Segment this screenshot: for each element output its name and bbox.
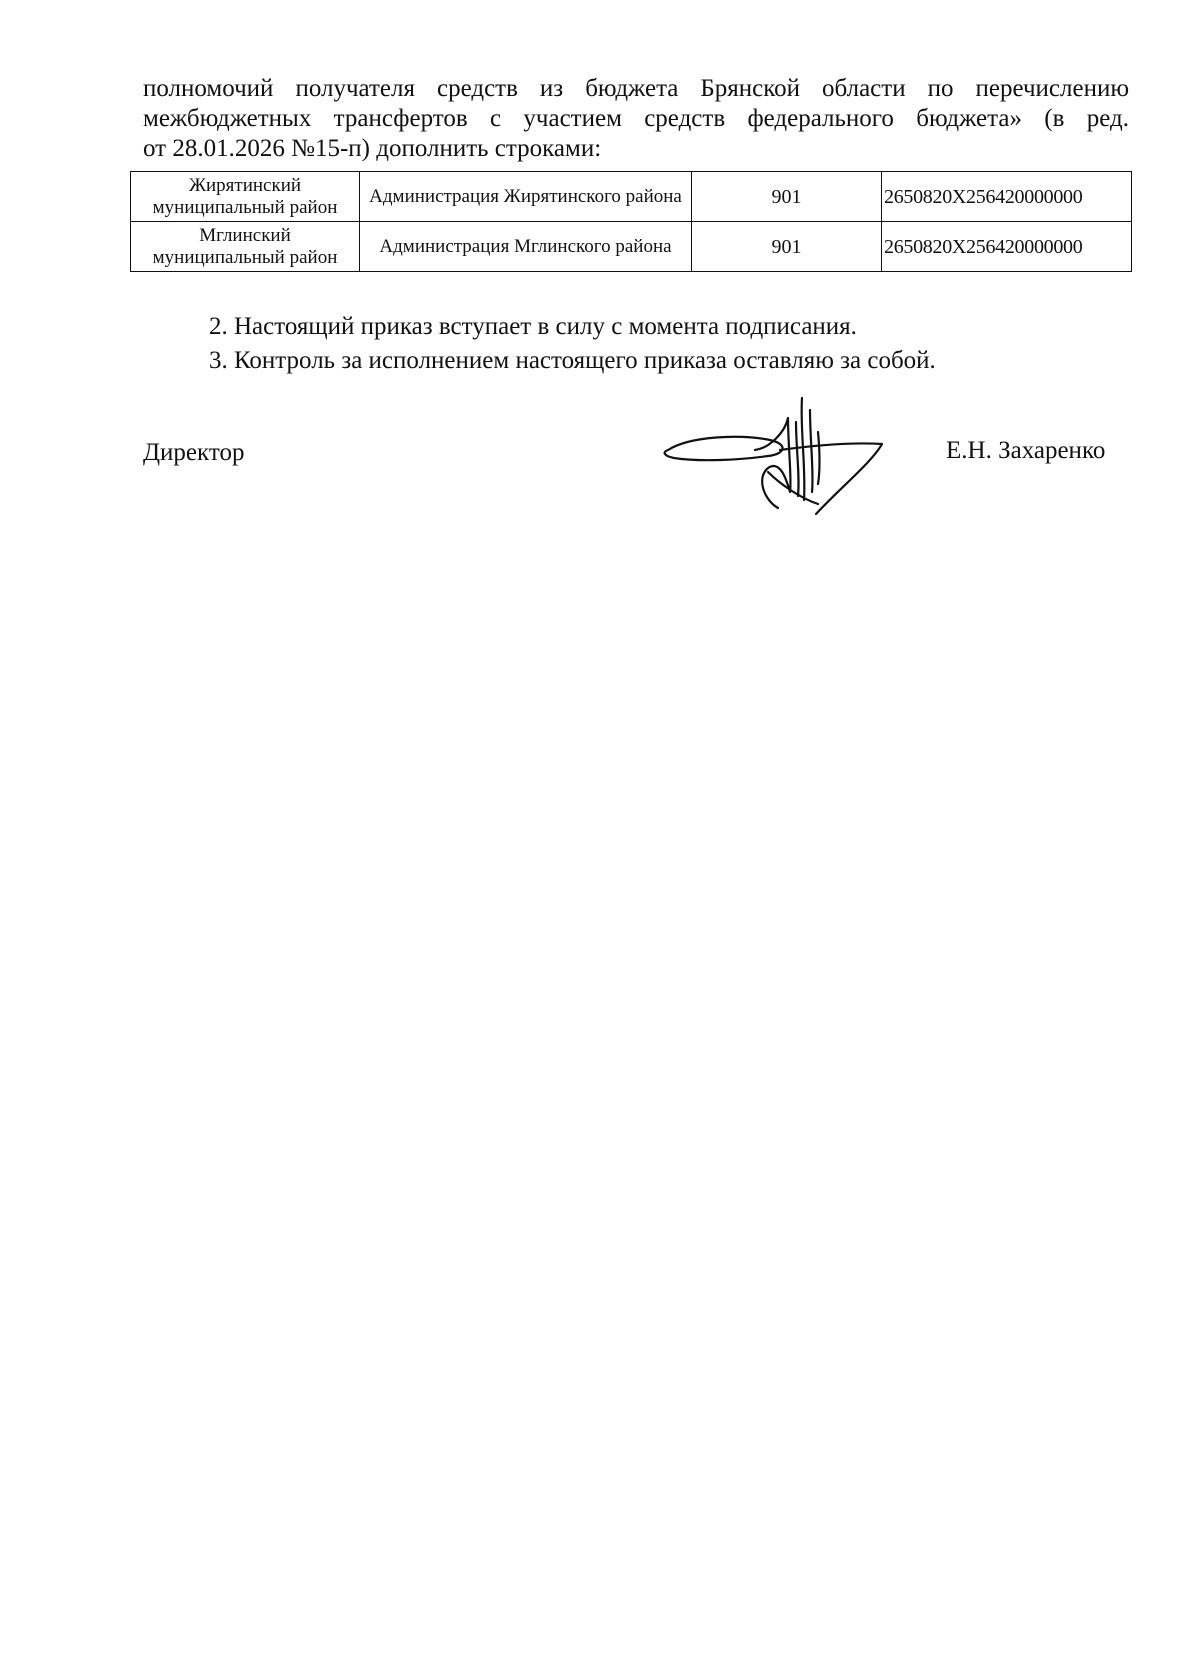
table-row	[131, 222, 1132, 272]
account-cell: 2650820Х256420000000	[882, 222, 1132, 272]
district-cell: Мглинский муниципальный район	[131, 222, 360, 272]
district-cell: Жирятинский муниципальный район	[131, 172, 360, 222]
intro-line: межбюджетных трансфертов с участием средств федерального бюджета» (в ред.	[143, 105, 1129, 132]
intro-line: полномочий получателя средств из бюджета Брянской области по перечислению	[143, 75, 1129, 102]
code-cell: 901	[692, 222, 882, 272]
intro-line: от 28.01.2026 №15-п) дополнить строками:	[143, 135, 602, 162]
administration-cell: Администрация Мглинского района	[360, 222, 692, 272]
order-points	[209, 310, 936, 378]
intro-paragraph	[143, 74, 1129, 164]
point-item: 3. Контроль за исполнением настоящего приказа оставляю за собой.	[209, 347, 936, 374]
table-row	[131, 172, 1132, 222]
administration-cell: Администрация Жирятинского района	[360, 172, 692, 222]
signatory-position: Директор	[143, 439, 245, 466]
signatory-name: Е.Н. Захаренко	[946, 437, 1106, 464]
account-cell: 2650820Х256420000000	[882, 172, 1132, 222]
point-item: 2. Настоящий приказ вступает в силу с момента подписания.	[209, 313, 857, 340]
additions-table	[130, 171, 1132, 272]
code-cell: 901	[692, 172, 882, 222]
handwritten-signature	[660, 388, 900, 518]
